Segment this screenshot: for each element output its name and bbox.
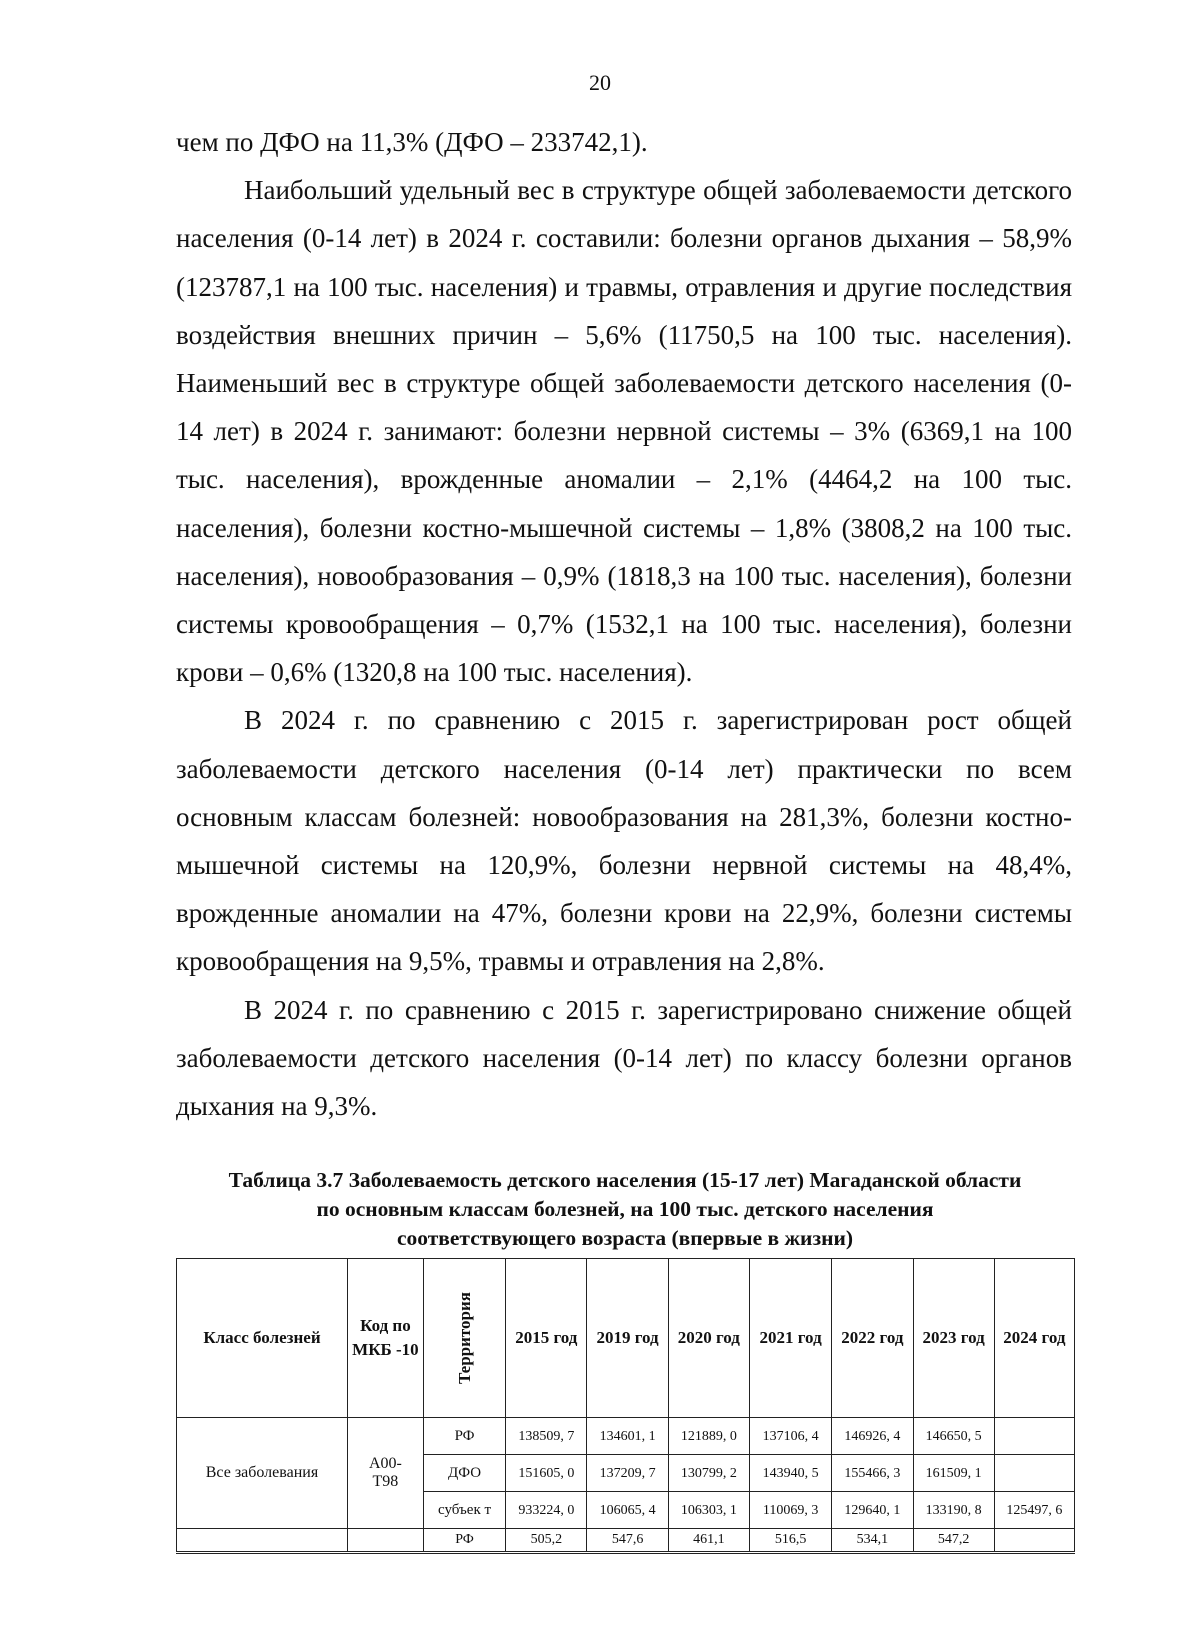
- value-cell: 516,5: [749, 1529, 831, 1553]
- value-cell: [913, 1455, 994, 1492]
- value-cell: [668, 1418, 749, 1455]
- value: 125497, 6: [1006, 1502, 1063, 1518]
- icd-code: [347, 1418, 423, 1529]
- table-caption: [170, 1166, 1080, 1253]
- value: 143940, 5: [762, 1465, 819, 1481]
- value-cell: [913, 1492, 994, 1529]
- paragraph-2: Наибольший удельный вес в структуре общей заболеваемости детского населения (0-14 лет) в 2024 г. составили: болезни органов дыхания – 58,9% (123787,1 на 100 тыс. населения) и травмы, отравления и другие последствия воздействия внешних причин – 5,6% (11750,5 на 100 тыс. населения). Наименьший вес в структуре общей заболеваемости детского населения (0-14 лет) в 2024 г. занимают: болезни нервной системы – 3% (6369,1 на 100 тыс. населения), врожденные аномалии – 2,1% (4464,2 на 100 тыс. населения), болезни костно-мышечной системы – 1,8% (3808,2 на 100 тыс. населения), новообразования – 0,9% (1818,3 на 100 тыс. населения), болезни системы кровообращения – 0,7% (1532,1 на 100 тыс. населения), болезни крови – 0,6% (1320,8 на 100 тыс. населения).: [176, 175, 1072, 688]
- table-row: [177, 1529, 1075, 1553]
- value-cell: [749, 1455, 831, 1492]
- value-cell: [587, 1455, 668, 1492]
- value: 146926, 4: [844, 1428, 901, 1444]
- value: 133190, 8: [925, 1502, 982, 1518]
- value: 130799, 2: [680, 1465, 737, 1481]
- territory-value: субъек т: [438, 1502, 492, 1518]
- icd-code: [347, 1529, 423, 1553]
- body-text: [176, 118, 1072, 1130]
- disease-class: [177, 1529, 348, 1553]
- value: 138509, 7: [518, 1428, 575, 1444]
- value-cell: 547,2: [913, 1529, 994, 1553]
- value-cell: 505,2: [506, 1529, 587, 1553]
- value-cell: [506, 1492, 587, 1529]
- value: 151605, 0: [518, 1465, 575, 1481]
- value-cell: [587, 1492, 668, 1529]
- header-year: 2023 год: [913, 1259, 994, 1418]
- value: 134601, 1: [599, 1428, 656, 1444]
- header-year: 2022 год: [832, 1259, 913, 1418]
- header-code: Код по МКБ -10: [347, 1259, 423, 1418]
- value: 161509, 1: [925, 1465, 982, 1481]
- caption-line-3: соответствующего возраста (впервые в жизни): [396, 1226, 854, 1250]
- caption-line-2: по основным классам болезней, на 100 тыс. детского населения: [316, 1197, 934, 1221]
- table-header-row: [177, 1259, 1075, 1418]
- value-cell: [832, 1418, 913, 1455]
- paragraph-4: В 2024 г. по сравнению с 2015 г. зарегистрировано снижение общей заболеваемости детского населения (0-14 лет) по классу болезни органов дыхания на 9,3%.: [176, 994, 1072, 1122]
- territory-cell: [423, 1492, 505, 1529]
- value: 933224, 0: [518, 1502, 575, 1518]
- value-cell: 461,1: [668, 1529, 749, 1553]
- value-cell: [994, 1418, 1074, 1455]
- value-cell: [832, 1455, 913, 1492]
- value-cell: [994, 1529, 1074, 1553]
- value-cell: [994, 1492, 1074, 1529]
- header-class: Класс болезней: [177, 1259, 348, 1418]
- morbidity-table: [176, 1258, 1075, 1554]
- page-number: 20: [589, 70, 611, 95]
- header-year: 2019 год: [587, 1259, 668, 1418]
- header-territory-label: Территория: [454, 1291, 474, 1384]
- value: 110069, 3: [762, 1502, 819, 1518]
- header-year: 2021 год: [749, 1259, 831, 1418]
- value: 129640, 1: [844, 1502, 901, 1518]
- disease-class: Все заболевания: [177, 1418, 348, 1529]
- value: 121889, 0: [680, 1428, 737, 1444]
- value-cell: [749, 1418, 831, 1455]
- caption-line-1: Таблица 3.7 Заболеваемость детского населения (15-17 лет) Магаданской области: [228, 1168, 1022, 1192]
- value-cell: [913, 1418, 994, 1455]
- territory-cell: ДФО: [423, 1455, 505, 1492]
- value-cell: [668, 1492, 749, 1529]
- value: 137106, 4: [762, 1428, 819, 1444]
- icd-code-value: А00-Т98: [368, 1455, 402, 1490]
- value: 155466, 3: [844, 1465, 901, 1481]
- value-cell: [506, 1455, 587, 1492]
- value-cell: 547,6: [587, 1529, 668, 1553]
- value-cell: [749, 1492, 831, 1529]
- value-cell: [994, 1455, 1074, 1492]
- table-row: [177, 1418, 1075, 1455]
- paragraph-1: чем по ДФО на 11,3% (ДФО – 233742,1).: [176, 127, 648, 157]
- header-year: 2015 год: [506, 1259, 587, 1418]
- territory-cell: РФ: [423, 1418, 505, 1455]
- value-cell: [832, 1492, 913, 1529]
- header-year: 2020 год: [668, 1259, 749, 1418]
- header-year: 2024 год: [994, 1259, 1074, 1418]
- territory-cell: РФ: [423, 1529, 505, 1553]
- value: 106065, 4: [599, 1502, 656, 1518]
- value-cell: 534,1: [832, 1529, 913, 1553]
- value-cell: [506, 1418, 587, 1455]
- value: 146650, 5: [925, 1428, 982, 1444]
- value: 137209, 7: [599, 1465, 656, 1481]
- value-cell: [668, 1455, 749, 1492]
- header-territory: [423, 1259, 505, 1418]
- value: 106303, 1: [680, 1502, 737, 1518]
- paragraph-3: В 2024 г. по сравнению с 2015 г. зарегистрирован рост общей заболеваемости детского населения (0-14 лет) практически по всем основным классам болезней: новообразования на 281,3%, болезни костно-мышечной системы на 120,9%, болезни нервной системы на 48,4%, врожденные аномалии на 47%, болезни крови на 22,9%, болезни системы кровообращения на 9,5%, травмы и отравления на 2,8%.: [176, 705, 1072, 977]
- value-cell: [587, 1418, 668, 1455]
